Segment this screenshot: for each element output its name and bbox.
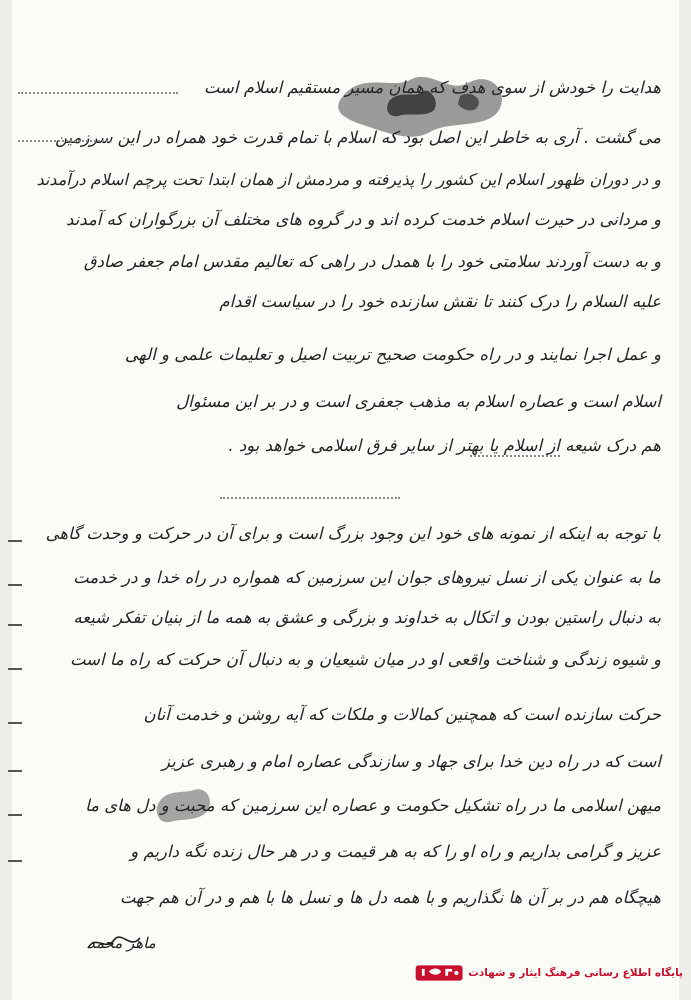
margin-mark <box>8 624 22 626</box>
navid-shahed-logo <box>415 959 463 987</box>
letter-line-10: با توجه به اینکه از نمونه های خود این وجود بزرگ است و برای آن در حرکت و وحدت گاهی <box>45 524 661 543</box>
margin-mark <box>8 584 22 586</box>
site-watermark <box>415 958 683 988</box>
margin-mark <box>8 814 22 816</box>
letter-line-16: میهن اسلامی ما در راه تشکیل حکومت و عصاره این سرزمین که محبت و دل های ما <box>85 796 661 815</box>
dotted-rule <box>18 92 178 94</box>
letter-line-9: هم درک شیعه از اسلام یا بهتر از سایر فرق اسلامی خواهد بود . <box>228 436 661 455</box>
margin-mark <box>8 770 22 772</box>
margin-mark <box>8 540 22 542</box>
letter-line-1: هدایت را خودش از سوی هدف که همان مسیر مستقیم اسلام است <box>203 78 661 97</box>
letter-line-3: و در دوران ظهور اسلام این کشور را پذیرفته و مردمش از همان ابتدا تحت پرچم اسلام درآمدند <box>36 170 661 189</box>
letter-line-13: و شیوه زندگی و شناخت واقعی او در میان شیعیان و به دنبال آن حرکت که راه ما است <box>69 650 661 669</box>
letter-line-18: هیچگاه هم در بر آن ها نگذاریم و با همه دل ها و نسل ها با هم و در آن هم جهت <box>119 888 661 907</box>
margin-mark <box>8 722 22 724</box>
letter-line-8: اسلام است و عصاره اسلام به مذهب جعفری است و در بر این مسئوال <box>176 392 661 411</box>
margin-mark <box>8 668 22 670</box>
letter-line-4: و مردانی در حیرت اسلام خدمت کرده اند و در گروه های مختلف آن بزرگواران که آمدند <box>66 210 661 229</box>
letter-line-7: و عمل اجرا نمایند و در راه حکومت صحیح تربیت اصیل و تعلیمات علمی و الهی <box>124 345 661 364</box>
dotted-rule <box>18 140 108 142</box>
letter-line-5: و به دست آوردند سلامتی خود را با همدل در راهی که تعالیم مقدس امام جعفر صادق <box>83 252 661 271</box>
letter-line-17: عزیز و گرامی بداریم و راه او را که به هر قیمت و در هر حال زنده نگه داریم و <box>130 842 661 861</box>
letter-line-14: حرکت سازنده است که همچنین کمالات و ملکات که آیه روشن و خدمت آنان <box>143 705 661 724</box>
letter-line-15: است که در راه دین خدا برای جهاد و سازندگی عصاره امام و رهبری عزیز <box>162 752 661 771</box>
watermark-text: پایگاه اطلاع رسانی فرهنگ ایثار و شهادت <box>468 967 683 979</box>
letter-line-11: ما به عنوان یکی از نسل نیروهای جوان این سرزمین که همواره در راه خدا و در خدمت <box>73 568 661 587</box>
letter-line-2: می گشت . آری به خاطر این اصل بود که اسلام با تمام قدرت خود همراه در این سرزمین <box>55 128 661 147</box>
dotted-rule <box>470 455 560 457</box>
signature: ماهر محمد <box>88 934 156 952</box>
letter-line-6: علیه السلام را درک کنند تا نقش سازنده خود را در سیاست اقدام <box>219 292 661 311</box>
letter-line-12: به دنبال راستین بودن و اتکال به خداوند و بزرگی و عشق به همه ما از بنیان تفکر شیعه <box>73 608 661 627</box>
dotted-rule <box>220 497 400 499</box>
margin-mark <box>8 860 22 862</box>
